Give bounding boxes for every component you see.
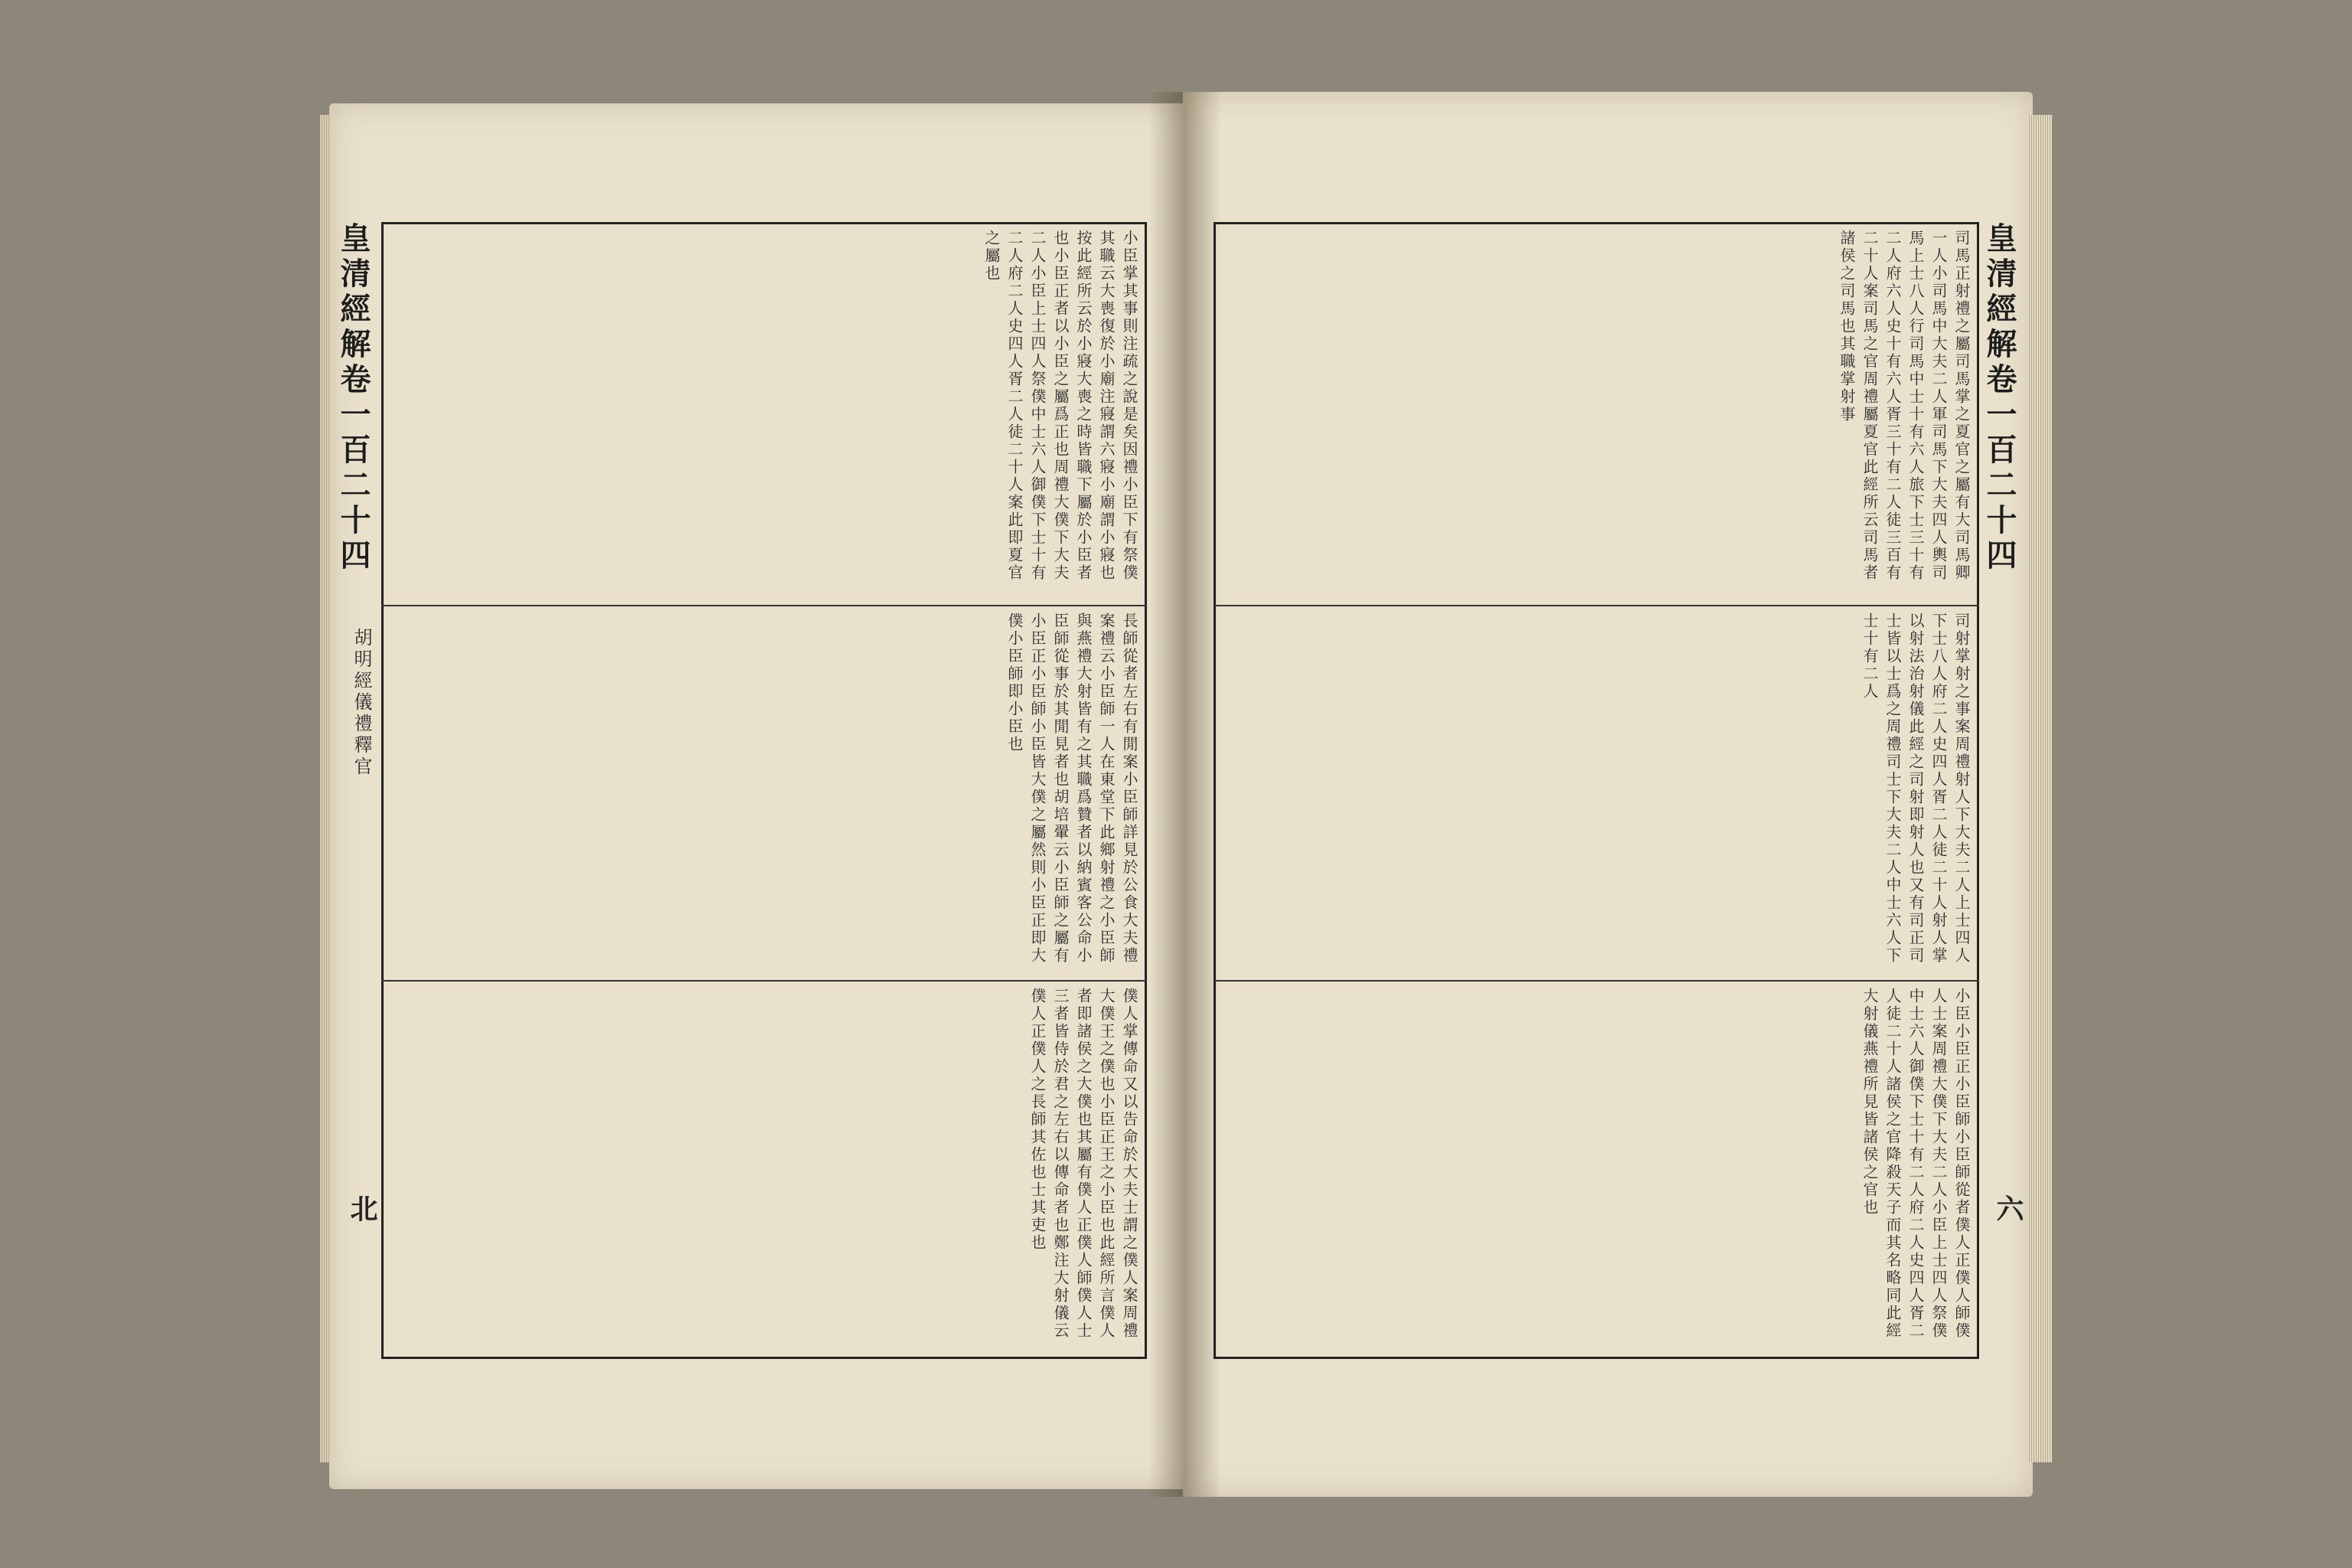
left-bottom-block: 僕人掌傳命又以告命於大夫士謂之僕人案周禮大僕王之僕也小臣正王之小臣也此經所言僕人者即諸侯之大僕也其屬有僕人正僕人師僕人士三者皆侍於君之左右以傳命者也鄭注大射儀云僕人正僕人之長師其佐也士其吏也: [1028, 988, 1138, 1340]
left-footer-text: 胡明經儀禮釋官: [351, 628, 372, 778]
right-bottom-block: 小臣小臣正小臣師小臣師從者僕人正僕人師僕人士案周禮大僕下大夫二人小臣上士四人祭僕中士六人御僕下士十有二人府二人史四人胥二人徒二十人諸侯之官降殺天子而其名略同此經大射儀燕禮所見皆諸侯之官也: [1860, 988, 1971, 1340]
book-gutter: [1148, 92, 1221, 1497]
left-divider-1: [381, 605, 1147, 606]
left-leaf-number: 北: [346, 1194, 378, 1222]
right-running-title: 皇清經解卷一百二十四: [1981, 222, 2017, 574]
right-page-edges: [2027, 115, 2052, 1462]
left-top-block: 小臣掌其事則注疏之說是矣因禮小臣下有祭僕其職云大喪復於小廟注寢謂六寢小廟謂小寢也按此經所云於小寢大喪之時皆職下屬於小臣者也小臣正者以小臣之屬爲正也周禮大僕下大夫二人小臣上士四人祭僕中士六人御僕下士十有二人府二人史四人胥二人徒二十人案此即夏官之屬也: [982, 230, 1138, 582]
right-divider-1: [1214, 605, 1979, 606]
left-middle-block: 長師從者左右有閒案小臣師詳見於公食大夫禮案禮云小臣師一人在東堂下此鄉射禮之小臣師與燕禮大射皆有之其職爲贊者以納賓客公命小臣師從事於其閒見者也胡培翬云小臣師之屬有小臣正小臣師小臣皆大僕之屬然則小臣正即大僕小臣師即小臣也: [1005, 612, 1138, 965]
right-divider-2: [1214, 980, 1979, 982]
right-middle-block: 司射掌射之事案周禮射人下大夫二人上士四人下士八人府二人史四人胥二人徒二十人射人掌以射法治射儀此經之司射即射人也又有司正司士皆以士爲之周禮司士下大夫二人中士六人下士十有二人: [1860, 612, 1971, 965]
right-leaf-number: 六: [1992, 1194, 2024, 1222]
right-top-block: 司馬正射禮之屬司馬掌之夏官之屬有大司馬卿一人小司馬中大夫二人軍司馬下大夫四人輿司馬上士八人行司馬中士十有六人旅下士三十有二人府六人史十有六人胥三十有二人徒三百有二十人案司馬之官周禮屬夏官此經所云司馬者諸侯之司馬也其職掌射事: [1838, 230, 1971, 582]
left-divider-2: [381, 980, 1147, 982]
left-running-title: 皇清經解卷一百二十四: [335, 222, 371, 574]
